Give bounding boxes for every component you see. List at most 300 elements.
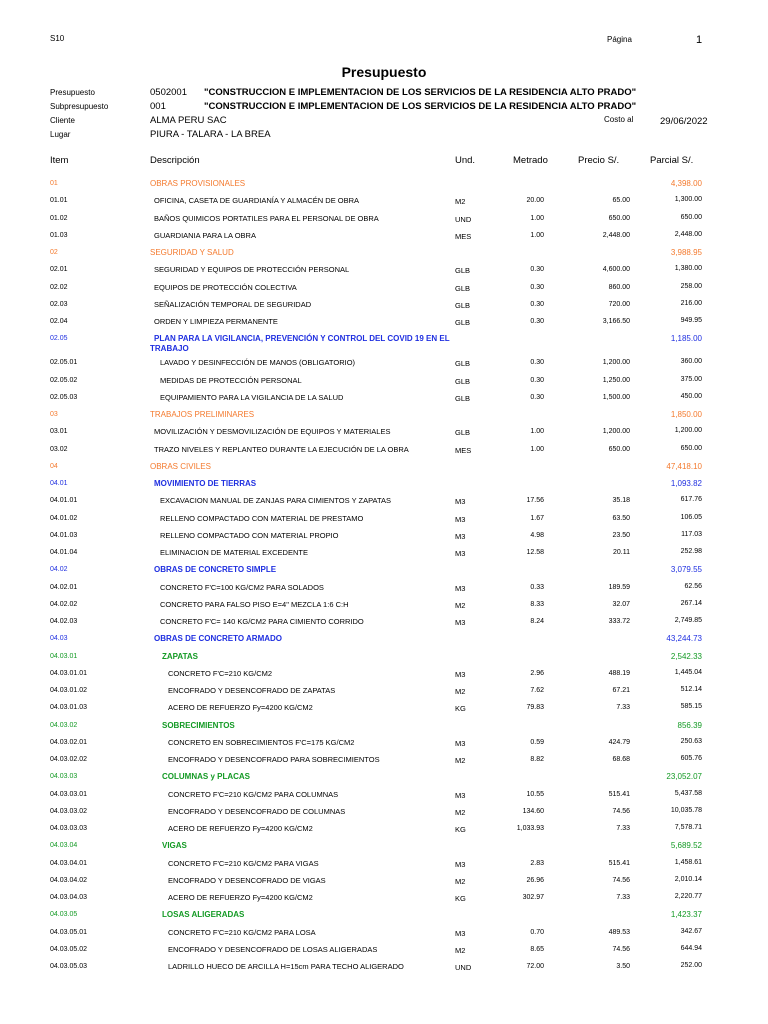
budget-item-row xyxy=(0,582,768,596)
column-header-parcial: Parcial S/. xyxy=(650,155,694,166)
item-description: COLUMNAS y PLACAS xyxy=(162,772,251,782)
item-unit: KG xyxy=(455,894,466,903)
item-precio: 74.56 xyxy=(612,807,630,815)
item-parcial: 250.63 xyxy=(680,737,702,745)
item-code: 04.03.01.01 xyxy=(50,669,87,677)
budget-item-row xyxy=(0,530,768,544)
budget-item-row xyxy=(0,875,768,889)
item-metrado: 8.24 xyxy=(530,618,544,625)
item-unit: GLB xyxy=(455,318,471,327)
item-code: 04.03.04 xyxy=(50,842,78,850)
item-parcial: 2,220.77 xyxy=(674,893,702,900)
item-description: LAVADO Y DESINFECCIÓN DE MANOS (OBLIGATORIO) xyxy=(160,358,356,368)
item-unit: M2 xyxy=(455,876,466,886)
item-unit: GLB xyxy=(455,376,471,386)
item-parcial: 117.03 xyxy=(681,530,702,538)
item-code: 04.02.03 xyxy=(50,618,78,625)
budget-item-row xyxy=(0,806,768,820)
item-parcial: 1,458.61 xyxy=(674,858,702,866)
item-precio: 1,200.00 xyxy=(602,359,630,367)
cliente-value: ALMA PERU SAC xyxy=(150,115,227,126)
budget-item-row xyxy=(0,961,768,975)
subpresupuesto-label: Subpresupuesto xyxy=(50,102,109,111)
item-code: 04.03.04.02 xyxy=(50,876,87,884)
presupuesto-desc: "CONSTRUCCION E IMPLEMENTACION DE LOS SERVICIOS DE LA RESIDENCIA ALTO PRADO" xyxy=(204,87,637,98)
item-code: 04.03 xyxy=(50,635,68,643)
item-unit: UND xyxy=(455,963,472,972)
item-precio: 65.00 xyxy=(612,197,630,205)
item-code: 02.05.02 xyxy=(50,376,78,384)
item-unit: M3 xyxy=(455,738,466,748)
item-code: 04.03.02.02 xyxy=(50,756,87,763)
item-metrado: 4.98 xyxy=(530,531,544,539)
item-precio: 3,166.50 xyxy=(602,318,630,325)
item-unit: GLB xyxy=(455,359,471,369)
item-unit: MES xyxy=(455,231,472,241)
item-code: 04.01.02 xyxy=(50,514,78,522)
item-code: 04.01.04 xyxy=(50,549,78,556)
budget-item-row xyxy=(0,754,768,768)
item-code: 03 xyxy=(50,411,58,418)
budget-group-row xyxy=(0,247,768,261)
costo-label: Costo al xyxy=(604,115,634,124)
item-unit: M3 xyxy=(455,549,466,558)
item-code: 02.03 xyxy=(50,300,68,308)
item-precio: 7.33 xyxy=(616,825,630,832)
item-description: ENCOFRADO Y DESENCOFRADO DE COLUMNAS xyxy=(168,806,346,816)
item-parcial: 2,448.00 xyxy=(674,230,702,238)
item-description: MEDIDAS DE PROTECCIÓN PERSONAL xyxy=(160,375,302,385)
item-unit: KG xyxy=(455,825,466,834)
budget-group-row xyxy=(0,333,768,354)
item-code: 04.01.01 xyxy=(50,497,78,505)
item-parcial: 1,300.00 xyxy=(674,196,702,204)
item-unit: M3 xyxy=(455,859,466,869)
item-code: 04.02.01 xyxy=(50,583,78,591)
item-precio: 7.33 xyxy=(616,704,630,712)
page-label: Página xyxy=(607,35,632,44)
item-parcial: 2,010.14 xyxy=(674,875,702,883)
item-description: ACERO DE REFUERZO Fy=4200 KG/CM2 xyxy=(168,824,313,833)
item-parcial: 3,079.55 xyxy=(670,565,702,575)
budget-group-row xyxy=(0,909,768,923)
item-description: PLAN PARA LA VIGILANCIA, PREVENCIÓN Y CONTROL DEL COVID 19 EN EL xyxy=(154,334,450,344)
item-unit: M2 xyxy=(455,807,466,817)
budget-item-row xyxy=(0,737,768,751)
budget-item-row xyxy=(0,685,768,699)
item-code: 04.01 xyxy=(50,480,68,487)
item-parcial: 10,035.78 xyxy=(670,806,702,814)
item-code: 04.03.01 xyxy=(50,652,78,660)
item-metrado: 2.83 xyxy=(530,859,544,867)
item-code: 01.02 xyxy=(50,214,68,222)
item-description: CONCRETO F'C=210 KG/CM2 PARA VIGAS xyxy=(168,858,319,868)
item-metrado: 1.00 xyxy=(530,445,544,453)
item-description: ENCOFRADO Y DESENCOFRADO DE ZAPATAS xyxy=(168,686,336,695)
item-code: 03.01 xyxy=(50,428,68,436)
item-parcial: 106.05 xyxy=(680,513,702,521)
budget-item-row xyxy=(0,299,768,313)
item-description: OBRAS DE CONCRETO SIMPLE xyxy=(154,565,277,575)
item-description: TRABAJOS PRELIMINARES xyxy=(150,410,255,419)
item-description: CONCRETO F'C= 140 KG/CM2 PARA CIMIENTO CORRIDO xyxy=(160,617,364,626)
budget-item-row xyxy=(0,444,768,458)
item-parcial: 605.76 xyxy=(680,755,702,762)
column-header-metrado: Metrado xyxy=(513,155,548,166)
budget-item-row xyxy=(0,282,768,296)
item-unit: UND xyxy=(455,214,472,224)
item-code: 01.03 xyxy=(50,231,68,239)
item-metrado: 72.00 xyxy=(526,963,544,970)
presupuesto-label: Presupuesto xyxy=(50,88,95,97)
item-metrado: 8.82 xyxy=(530,756,544,763)
budget-group-row xyxy=(0,651,768,665)
item-metrado: 0.30 xyxy=(530,376,544,384)
item-description: OFICINA, CASETA DE GUARDIANÍA Y ALMACÉN DE OBRA xyxy=(154,196,360,206)
item-precio: 489.53 xyxy=(608,928,630,936)
item-parcial: 360.00 xyxy=(680,358,702,366)
item-parcial: 644.94 xyxy=(680,944,702,952)
item-precio: 74.56 xyxy=(612,876,630,884)
item-unit: M3 xyxy=(455,514,466,524)
item-metrado: 0.30 xyxy=(530,318,544,325)
item-metrado: 0.30 xyxy=(530,266,544,274)
column-header-descripcion: Descripción xyxy=(150,155,200,166)
item-unit: M3 xyxy=(455,928,466,938)
item-code: 04.03.05.02 xyxy=(50,945,87,953)
item-parcial: 5,689.52 xyxy=(670,841,702,851)
item-precio: 424.79 xyxy=(608,738,630,746)
item-metrado: 0.59 xyxy=(530,738,544,746)
item-description: CONCRETO F'C=210 KG/CM2 xyxy=(168,668,273,678)
budget-group-row xyxy=(0,564,768,578)
item-precio: 333.72 xyxy=(608,618,630,625)
item-parcial: 585.15 xyxy=(680,703,702,711)
budget-item-row xyxy=(0,195,768,209)
item-parcial: 1,445.04 xyxy=(674,668,702,676)
column-header-precio: Precio S/. xyxy=(578,155,620,166)
item-code: 04.03.02 xyxy=(50,721,78,729)
item-description: BAÑOS QUIMICOS PORTATILES PARA EL PERSONAL DE OBRA xyxy=(154,213,379,223)
item-precio: 35.18 xyxy=(612,497,630,505)
item-description: ACERO DE REFUERZO Fy=4200 KG/CM2 xyxy=(168,703,313,713)
cliente-label: Cliente xyxy=(50,116,75,125)
budget-item-row xyxy=(0,547,768,561)
item-parcial: 1,850.00 xyxy=(670,410,702,419)
item-metrado: 0.70 xyxy=(530,928,544,936)
item-parcial: 856.39 xyxy=(677,720,702,730)
item-code: 04.03.05.01 xyxy=(50,928,87,936)
item-description: MOVIMIENTO DE TIERRAS xyxy=(154,479,257,488)
item-description: EQUIPAMIENTO PARA LA VIGILANCIA DE LA SALUD xyxy=(160,392,344,402)
item-parcial: 267.14 xyxy=(680,599,702,607)
item-unit: M3 xyxy=(455,583,466,593)
budget-group-row xyxy=(0,771,768,785)
item-metrado: 8.65 xyxy=(530,945,544,953)
item-description: SOBRECIMIENTOS xyxy=(162,720,235,730)
item-parcial: 4,398.00 xyxy=(670,179,702,188)
item-parcial: 2,542.33 xyxy=(670,651,702,661)
item-code: 04.02 xyxy=(50,566,68,574)
item-code: 01.01 xyxy=(50,197,68,205)
item-description: CONCRETO F'C=210 KG/CM2 PARA COLUMNAS xyxy=(168,789,339,799)
item-metrado: 1.67 xyxy=(530,514,544,522)
item-description: CONCRETO EN SOBRECIMIENTOS F'C=175 KG/CM2 xyxy=(168,737,355,747)
item-precio: 650.00 xyxy=(608,445,630,453)
subpresupuesto-desc: "CONSTRUCCION E IMPLEMENTACION DE LOS SERVICIOS DE LA RESIDENCIA ALTO PRADO" xyxy=(204,101,637,112)
item-unit: KG xyxy=(455,704,466,714)
item-parcial: 1,185.00 xyxy=(670,334,702,344)
item-metrado: 0.33 xyxy=(530,583,544,591)
item-code: 02 xyxy=(50,249,58,256)
item-description: SEÑALIZACIÓN TEMPORAL DE SEGURIDAD xyxy=(154,299,312,309)
item-metrado: 79.83 xyxy=(526,704,544,712)
item-description: ENCOFRADO Y DESENCOFRADO DE LOSAS ALIGERADAS xyxy=(168,944,378,954)
item-parcial: 1,423.37 xyxy=(670,910,702,920)
item-metrado: 0.30 xyxy=(530,359,544,367)
budget-group-row xyxy=(0,633,768,647)
item-parcial: 258.00 xyxy=(680,282,702,290)
item-unit: MES xyxy=(455,445,472,455)
budget-item-row xyxy=(0,230,768,244)
page-number: 1 xyxy=(696,34,703,46)
page-title: Presupuesto xyxy=(341,64,427,80)
item-code: 04.03.01.03 xyxy=(50,704,87,712)
item-code: 04.03.03.03 xyxy=(50,825,87,832)
item-precio: 515.41 xyxy=(608,859,630,867)
item-precio: 650.00 xyxy=(608,214,630,222)
item-precio: 32.07 xyxy=(612,600,630,608)
item-description: RELLENO COMPACTADO CON MATERIAL DE PRESTAMO xyxy=(160,513,364,523)
item-metrado: 134.60 xyxy=(522,807,544,815)
item-precio: 860.00 xyxy=(608,283,630,291)
item-precio: 2,448.00 xyxy=(602,231,630,239)
item-unit: GLB xyxy=(455,266,471,276)
item-precio: 189.59 xyxy=(608,583,630,591)
item-metrado: 8.33 xyxy=(530,600,544,608)
item-description: MOVILIZACIÓN Y DESMOVILIZACIÓN DE EQUIPOS Y MATERIALES xyxy=(154,427,391,437)
budget-group-row xyxy=(0,720,768,734)
item-code: 04.01.03 xyxy=(50,531,78,539)
item-description: SEGURIDAD Y EQUIPOS DE PROTECCIÓN PERSONAL xyxy=(154,265,350,275)
item-description: ZAPATAS xyxy=(162,651,198,661)
costo-date: 29/06/2022 xyxy=(660,116,708,127)
item-parcial: 949.95 xyxy=(680,317,702,324)
item-precio: 488.19 xyxy=(608,669,630,677)
item-parcial: 62.56 xyxy=(684,582,702,590)
item-code: 04.03.05.03 xyxy=(50,963,87,970)
item-description: ENCOFRADO Y DESENCOFRADO DE VIGAS xyxy=(168,875,326,885)
item-parcial: 1,380.00 xyxy=(674,265,702,273)
budget-item-row xyxy=(0,823,768,837)
budget-group-row xyxy=(0,478,768,492)
item-metrado: 7.62 xyxy=(530,687,544,694)
item-parcial: 3,988.95 xyxy=(670,248,702,257)
lugar-value: PIURA - TALARA - LA BREA xyxy=(150,129,271,140)
item-code: 01 xyxy=(50,180,58,187)
item-code: 04.03.04.01 xyxy=(50,859,87,867)
item-metrado: 1.00 xyxy=(530,231,544,239)
item-code: 04 xyxy=(50,462,58,470)
item-metrado: 12.58 xyxy=(526,549,544,556)
item-parcial: 450.00 xyxy=(680,392,702,400)
budget-group-row xyxy=(0,840,768,854)
item-precio: 515.41 xyxy=(608,790,630,798)
item-unit: M3 xyxy=(455,790,466,800)
item-code: 04.03.03 xyxy=(50,773,78,781)
item-description: EQUIPOS DE PROTECCIÓN COLECTIVA xyxy=(154,282,297,292)
item-unit: M3 xyxy=(455,531,466,541)
item-code: 02.01 xyxy=(50,266,68,274)
item-metrado: 1,033.93 xyxy=(516,825,544,832)
item-description: SEGURIDAD Y SALUD xyxy=(150,248,234,257)
item-description: TRAZO NIVELES Y REPLANTEO DURANTE LA EJECUCIÓN DE LA OBRA xyxy=(154,444,409,454)
item-description: EXCAVACION MANUAL DE ZANJAS PARA CIMIENTOS Y ZAPATAS xyxy=(160,496,392,506)
item-parcial: 47,418.10 xyxy=(666,461,702,471)
item-description: CONCRETO F'C=100 KG/CM2 PARA SOLADOS xyxy=(160,582,324,592)
item-parcial: 512.14 xyxy=(680,686,702,693)
item-code: 04.03.03.01 xyxy=(50,790,87,798)
budget-item-row xyxy=(0,213,768,227)
item-unit: GLB xyxy=(455,283,471,293)
budget-item-row xyxy=(0,599,768,613)
item-description-continued: TRABAJO xyxy=(150,344,189,354)
item-description: OBRAS CIVILES xyxy=(150,461,211,471)
budget-item-row xyxy=(0,789,768,803)
item-code: 02.05 xyxy=(50,335,68,343)
item-description: CONCRETO PARA FALSO PISO E=4" MEZCLA 1:6 C:H xyxy=(160,599,349,609)
item-parcial: 342.67 xyxy=(680,927,702,935)
budget-item-row xyxy=(0,392,768,406)
item-metrado: 0.30 xyxy=(530,300,544,308)
budget-item-row xyxy=(0,316,768,330)
column-header-und: Und. xyxy=(455,155,476,166)
item-parcial: 375.00 xyxy=(680,375,702,383)
item-precio: 7.33 xyxy=(616,894,630,901)
item-unit: M3 xyxy=(455,669,466,679)
item-parcial: 1,093.82 xyxy=(670,479,702,488)
item-description: GUARDIANIA PARA LA OBRA xyxy=(154,230,256,240)
item-code: 04.03.04.03 xyxy=(50,894,87,901)
item-code: 02.05.03 xyxy=(50,393,78,401)
item-precio: 63.50 xyxy=(612,514,630,522)
item-metrado: 302.97 xyxy=(522,894,544,901)
item-code: 04.03.03.02 xyxy=(50,807,87,815)
budget-item-row xyxy=(0,944,768,958)
item-description: ENCOFRADO Y DESENCOFRADO PARA SOBRECIMIENTOS xyxy=(168,755,380,764)
budget-item-row xyxy=(0,495,768,509)
item-description: RELLENO COMPACTADO CON MATERIAL PROPIO xyxy=(160,530,339,540)
item-description: LOSAS ALIGERADAS xyxy=(162,910,245,920)
item-unit: M2 xyxy=(455,945,466,955)
budget-item-row xyxy=(0,858,768,872)
item-metrado: 20.00 xyxy=(526,197,544,205)
budget-item-row xyxy=(0,892,768,906)
item-parcial: 2,749.85 xyxy=(674,617,702,624)
budget-item-row xyxy=(0,426,768,440)
item-description: OBRAS PROVISIONALES xyxy=(150,179,246,188)
item-parcial: 650.00 xyxy=(680,213,702,221)
item-unit: M3 xyxy=(455,497,466,507)
item-precio: 74.56 xyxy=(612,945,630,953)
item-unit: M3 xyxy=(455,618,466,627)
subpresupuesto-code: 001 xyxy=(150,101,166,112)
item-description: ELIMINACION DE MATERIAL EXCEDENTE xyxy=(160,548,308,557)
budget-item-row xyxy=(0,702,768,716)
item-metrado: 26.96 xyxy=(526,876,544,884)
item-parcial: 617.76 xyxy=(680,496,702,504)
item-description: ACERO DE REFUERZO Fy=4200 KG/CM2 xyxy=(168,893,313,902)
item-code: 03.02 xyxy=(50,445,68,453)
item-parcial: 7,578.71 xyxy=(674,824,702,831)
item-metrado: 10.55 xyxy=(526,790,544,798)
item-unit: GLB xyxy=(455,300,471,310)
budget-item-row xyxy=(0,927,768,941)
item-code: 04.03.05 xyxy=(50,911,78,919)
presupuesto-code: 0502001 xyxy=(150,87,187,98)
item-description: ORDEN Y LIMPIEZA PERMANENTE xyxy=(154,317,278,326)
item-precio: 1,250.00 xyxy=(602,376,630,384)
item-precio: 3.50 xyxy=(616,963,630,970)
item-parcial: 650.00 xyxy=(680,444,702,452)
item-metrado: 0.30 xyxy=(530,393,544,401)
budget-group-row xyxy=(0,178,768,192)
item-description: LADRILLO HUECO DE ARCILLA H=15cm PARA TECHO ALIGERADO xyxy=(168,962,404,971)
item-code: 02.02 xyxy=(50,283,68,291)
item-precio: 1,200.00 xyxy=(602,428,630,436)
budget-item-row xyxy=(0,264,768,278)
item-parcial: 1,200.00 xyxy=(674,427,702,435)
item-unit: M2 xyxy=(455,756,466,765)
item-code: 02.04 xyxy=(50,318,68,325)
budget-group-row xyxy=(0,409,768,423)
item-code: 04.03.02.01 xyxy=(50,738,87,746)
item-metrado: 0.30 xyxy=(530,283,544,291)
budget-item-row xyxy=(0,357,768,371)
item-description: VIGAS xyxy=(162,841,187,851)
item-metrado: 17.56 xyxy=(526,497,544,505)
item-unit: M2 xyxy=(455,687,466,696)
item-code: 02.05.01 xyxy=(50,359,78,367)
budget-item-row xyxy=(0,616,768,630)
report-code: S10 xyxy=(50,34,65,43)
budget-group-row xyxy=(0,461,768,475)
item-parcial: 216.00 xyxy=(680,299,702,307)
item-precio: 20.11 xyxy=(613,549,630,556)
item-precio: 1,500.00 xyxy=(602,393,630,401)
item-parcial: 252.98 xyxy=(680,548,702,555)
item-metrado: 1.00 xyxy=(530,214,544,222)
item-parcial: 43,244.73 xyxy=(666,634,702,644)
item-description: OBRAS DE CONCRETO ARMADO xyxy=(154,634,283,644)
item-unit: M2 xyxy=(455,197,466,207)
budget-item-row xyxy=(0,513,768,527)
item-precio: 68.68 xyxy=(612,756,630,763)
budget-item-row xyxy=(0,668,768,682)
item-metrado: 2.96 xyxy=(530,669,544,677)
column-header-item: Item xyxy=(50,155,69,166)
item-code: 04.02.02 xyxy=(50,600,78,608)
item-precio: 4,600.00 xyxy=(602,266,630,274)
item-description: CONCRETO F'C=210 KG/CM2 PARA LOSA xyxy=(168,927,316,937)
budget-item-row xyxy=(0,375,768,389)
item-parcial: 252.00 xyxy=(680,962,702,969)
item-unit: GLB xyxy=(455,428,471,438)
item-unit: GLB xyxy=(455,393,471,403)
item-code: 04.03.01.02 xyxy=(50,687,87,694)
item-parcial: 5,437.58 xyxy=(674,789,702,797)
item-precio: 720.00 xyxy=(608,300,630,308)
